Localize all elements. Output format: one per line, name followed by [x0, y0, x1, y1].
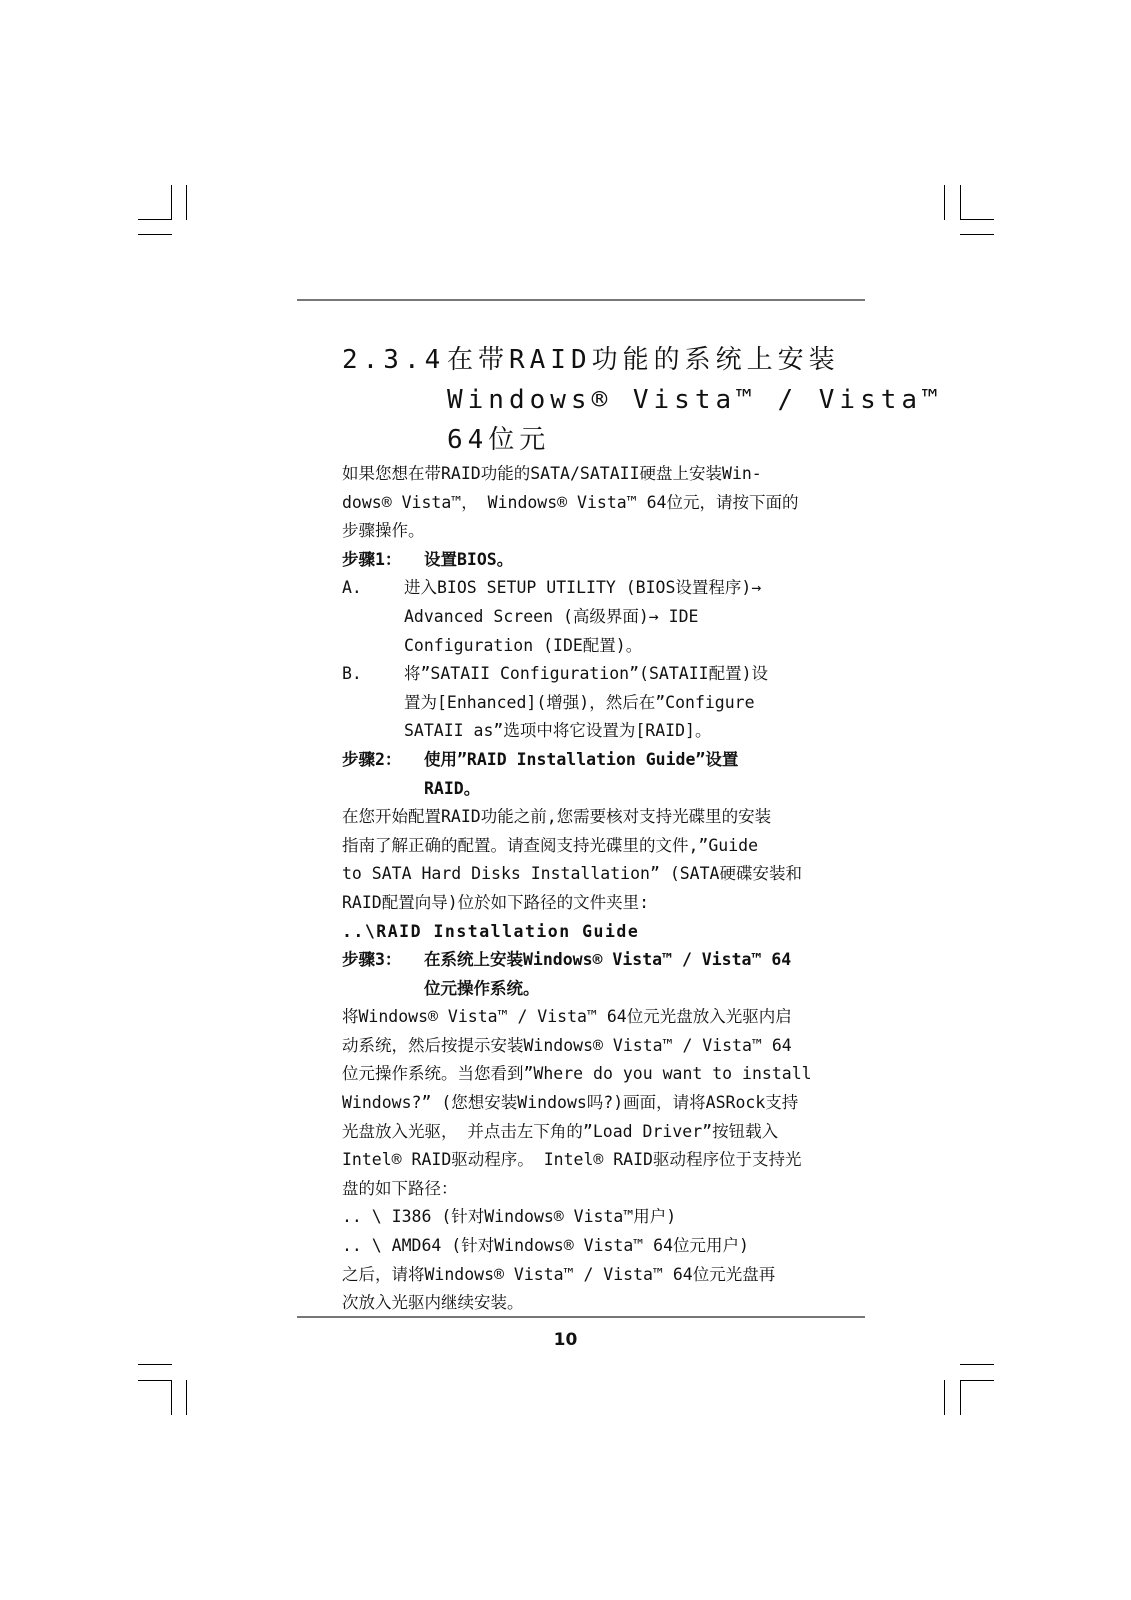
step3-title-cont: 位元操作系统。 — [424, 978, 540, 998]
section-number: 2.3.4 — [342, 345, 446, 375]
step2-label: 步骤2： — [342, 749, 402, 769]
section-heading — [342, 340, 862, 380]
crop-mark — [138, 1364, 172, 1365]
step2-text-line: 指南了解正确的配置。请查阅支持光碟里的文件,”Guide — [342, 835, 759, 855]
item-marker-a: A. — [342, 578, 362, 598]
step2-title: 使用”RAID Installation Guide”设置 — [424, 749, 739, 769]
crop-mark — [138, 1380, 172, 1381]
intro-line: dows® Vista™， Windows® Vista™ 64位元，请按下面的 — [342, 492, 799, 512]
step1-heading — [342, 546, 862, 575]
step1-item-a — [342, 574, 862, 603]
step3-text-line: 将Windows® Vista™ / Vista™ 64位元光盘放入光驱内启 — [342, 1007, 792, 1027]
step2-title-cont: RAID。 — [424, 778, 481, 798]
item-b-line: 置为[Enhanced](增强)，然后在”Configure — [404, 692, 755, 712]
crop-mark — [186, 185, 187, 220]
driver-path-amd64: .. \ AMD64 (针对Windows® Vista™ 64位元用户) — [342, 1236, 749, 1256]
section-title-line-1: 在带RAID功能的系统上安装 — [447, 345, 840, 375]
crop-mark — [960, 1380, 961, 1415]
crop-mark — [171, 185, 172, 220]
crop-mark — [960, 219, 994, 220]
step1-label: 步骤1： — [342, 549, 402, 569]
item-a-line: Advanced Screen (高级界面)→ IDE — [404, 606, 699, 626]
step3-text-line: 光盘放入光驱， 并点击左下角的”Load Driver”按钮载入 — [342, 1121, 779, 1141]
top-rule — [297, 299, 865, 301]
crop-mark — [138, 234, 172, 235]
crop-mark — [171, 1380, 172, 1415]
raid-guide-path: ..\RAID Installation Guide — [342, 921, 640, 941]
crop-mark — [960, 1380, 994, 1381]
item-b-line: 将”SATAII Configuration”(SATAII配置)设 — [404, 664, 769, 684]
section-title-line-2: Windows® Vista™ / Vista™ — [447, 385, 943, 415]
item-a-line: Configuration (IDE配置)。 — [404, 635, 643, 655]
intro-line: 步骤操作。 — [342, 521, 425, 541]
step3-text-line: Intel® RAID驱动程序。 Intel® RAID驱动程序位于支持光 — [342, 1150, 802, 1170]
step3-text-line: 盘的如下路径： — [342, 1178, 458, 1198]
page-content — [342, 340, 943, 1318]
section-title-line-3: 64位元 — [447, 425, 551, 455]
step3-heading — [342, 946, 862, 975]
step2-text-line: to SATA Hard Disks Installation” (SATA硬碟安装和 — [342, 864, 802, 884]
step2-text-line: RAID配置向导)位於如下路径的文件夹里: — [342, 892, 650, 912]
step3-after-line: 之后，请将Windows® Vista™ / Vista™ 64位元光盘再 — [342, 1264, 776, 1284]
step1-title: 设置BIOS。 — [424, 549, 514, 569]
step3-label: 步骤3： — [342, 950, 402, 970]
crop-mark — [138, 219, 172, 220]
step3-text-line: 动系统，然后按提示安装Windows® Vista™ / Vista™ 64 — [342, 1035, 792, 1055]
crop-mark — [944, 1380, 945, 1415]
crop-mark — [960, 185, 961, 220]
crop-mark — [960, 1364, 994, 1365]
item-b-line: SATAII as”选项中将它设置为[RAID]。 — [404, 721, 712, 741]
item-marker-b: B. — [342, 664, 362, 684]
crop-mark — [960, 234, 994, 235]
step2-heading — [342, 746, 862, 775]
item-a-line: 进入BIOS SETUP UTILITY (BIOS设置程序)→ — [404, 578, 762, 598]
driver-path-i386: .. \ I386 (针对Windows® Vista™用户) — [342, 1207, 677, 1227]
step3-text-line: Windows?” (您想安装Windows吗?)画面，请将ASRock支持 — [342, 1093, 799, 1113]
step1-item-b — [342, 660, 862, 689]
crop-mark — [186, 1380, 187, 1415]
step3-title: 在系统上安装Windows® Vista™ / Vista™ 64 — [424, 950, 792, 970]
crop-mark — [944, 185, 945, 220]
step3-text-line: 位元操作系统。当您看到”Where do you want to install — [342, 1064, 812, 1084]
step3-after-line: 次放入光驱内继续安装。 — [342, 1293, 524, 1313]
step2-text-line: 在您开始配置RAID功能之前,您需要核对支持光碟里的安装 — [342, 807, 772, 827]
page-number: 10 — [553, 1330, 578, 1350]
intro-line: 如果您想在带RAID功能的SATA/SATAII硬盘上安装Win- — [342, 464, 762, 483]
